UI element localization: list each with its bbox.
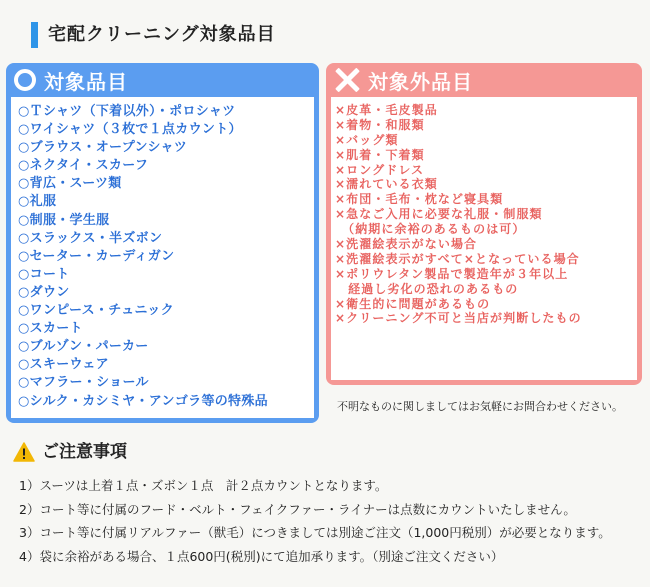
ok-list-item: ○スラックス・半ズボン [18, 230, 163, 246]
ok-list-item: ○ワイシャツ（３枚で１点カウント） [18, 122, 242, 138]
note-item: 3）コート等に付属リアルファー（獣毛）につきましては別途ご注文（1,000円税別）が必要となります。 [19, 525, 611, 540]
ng-list-item: ×衛生的に問題があるもの [335, 296, 491, 311]
ng-list-item: ×ポリウレタン製品で製造年が３年以上 [335, 266, 569, 281]
ng-panel-body [331, 97, 637, 380]
x-mark-icon [334, 67, 360, 93]
page-title: 宅配クリーニング対象品目 [48, 24, 276, 45]
ok-list-item: ○スカート [18, 321, 83, 337]
ng-list-item: ×肌着・下着類 [335, 147, 425, 162]
ng-list-item: ×クリーニング不可と当店が判断したもの [335, 311, 582, 326]
ng-list-item: ×洗濯絵表示がない場合 [335, 237, 478, 252]
ng-items-list [331, 97, 637, 326]
ok-list-item: ○ダウン [18, 284, 70, 300]
ng-list-item: ×濡れている衣類 [335, 177, 438, 192]
note-item: 2）コート等に付属のフード・ベルト・フェイクファー・ライナーは点数にカウントいたしません。 [19, 501, 576, 517]
warning-triangle-icon [13, 442, 35, 462]
ok-list-item: ○スキーウェア [18, 357, 109, 373]
ok-list-item: ○背広・スーツ類 [18, 176, 122, 192]
notes-title: ご注意事項 [42, 442, 127, 462]
ok-list-item: ○ブルゾン・パーカー [18, 339, 149, 355]
ok-list-item: ○制服・学生服 [18, 212, 110, 228]
ok-list-item: ○ワンピース・チュニック [18, 303, 174, 319]
ok-panel-title: 対象品目 [44, 69, 128, 94]
ng-list-item: ×洗濯絵表示がすべて×となっている場合 [335, 251, 580, 266]
contact-note: 不明なものに関しましてはお気軽にお問合わせください。 [337, 400, 623, 413]
ok-list-item: ○Ｔシャツ（下着以外）・ポロシャツ [18, 104, 236, 119]
ng-list-item: ×ロングドレス [335, 162, 425, 177]
circle-icon [14, 69, 36, 91]
ok-list-item: ○コート [18, 266, 70, 282]
ng-list-item: ×着物・和服類 [335, 117, 425, 132]
ok-list-item: ○ネクタイ・スカーフ [18, 158, 149, 174]
ng-list-item: ×布団・毛布・枕など寝具類 [335, 192, 504, 207]
ok-list-item: ○ブラウス・オープンシャツ [18, 140, 188, 156]
ok-items-panel [6, 63, 319, 423]
ng-panel-header [326, 63, 642, 97]
ng-list-item: ×急なご入用に必要な礼服・制服類 [335, 207, 543, 222]
ok-list-item: ○礼服 [18, 194, 57, 210]
notes-list [19, 474, 611, 568]
ng-panel-title: 対象外品目 [368, 69, 473, 94]
ng-list-item: （納期に余裕のあるものは可） [335, 222, 526, 237]
ng-items-panel [326, 63, 642, 385]
note-item: 4）袋に余裕がある場合、１点600円(税別)にて追加承ります。（別途ご注文ください） [19, 548, 504, 564]
ng-list-item: ×皮革・毛皮製品 [335, 103, 438, 117]
note-item: 1）スーツは上着１点・ズボン１点 計２点カウントとなります。 [19, 478, 388, 493]
title-accent-bar [31, 22, 38, 48]
ok-panel-body [11, 97, 314, 418]
ok-list-item: ○マフラー・ショール [18, 375, 149, 391]
ok-list-item: ○セーター・カーディガン [18, 248, 175, 264]
ng-list-item: 経過し劣化の恐れのあるもの [335, 281, 519, 296]
ng-list-item: ×バッグ類 [335, 132, 399, 147]
ok-items-list [11, 97, 314, 411]
ok-list-item: ○シルク・カシミヤ・アンゴラ等の特殊品 [18, 393, 268, 409]
ok-panel-header [6, 63, 319, 97]
